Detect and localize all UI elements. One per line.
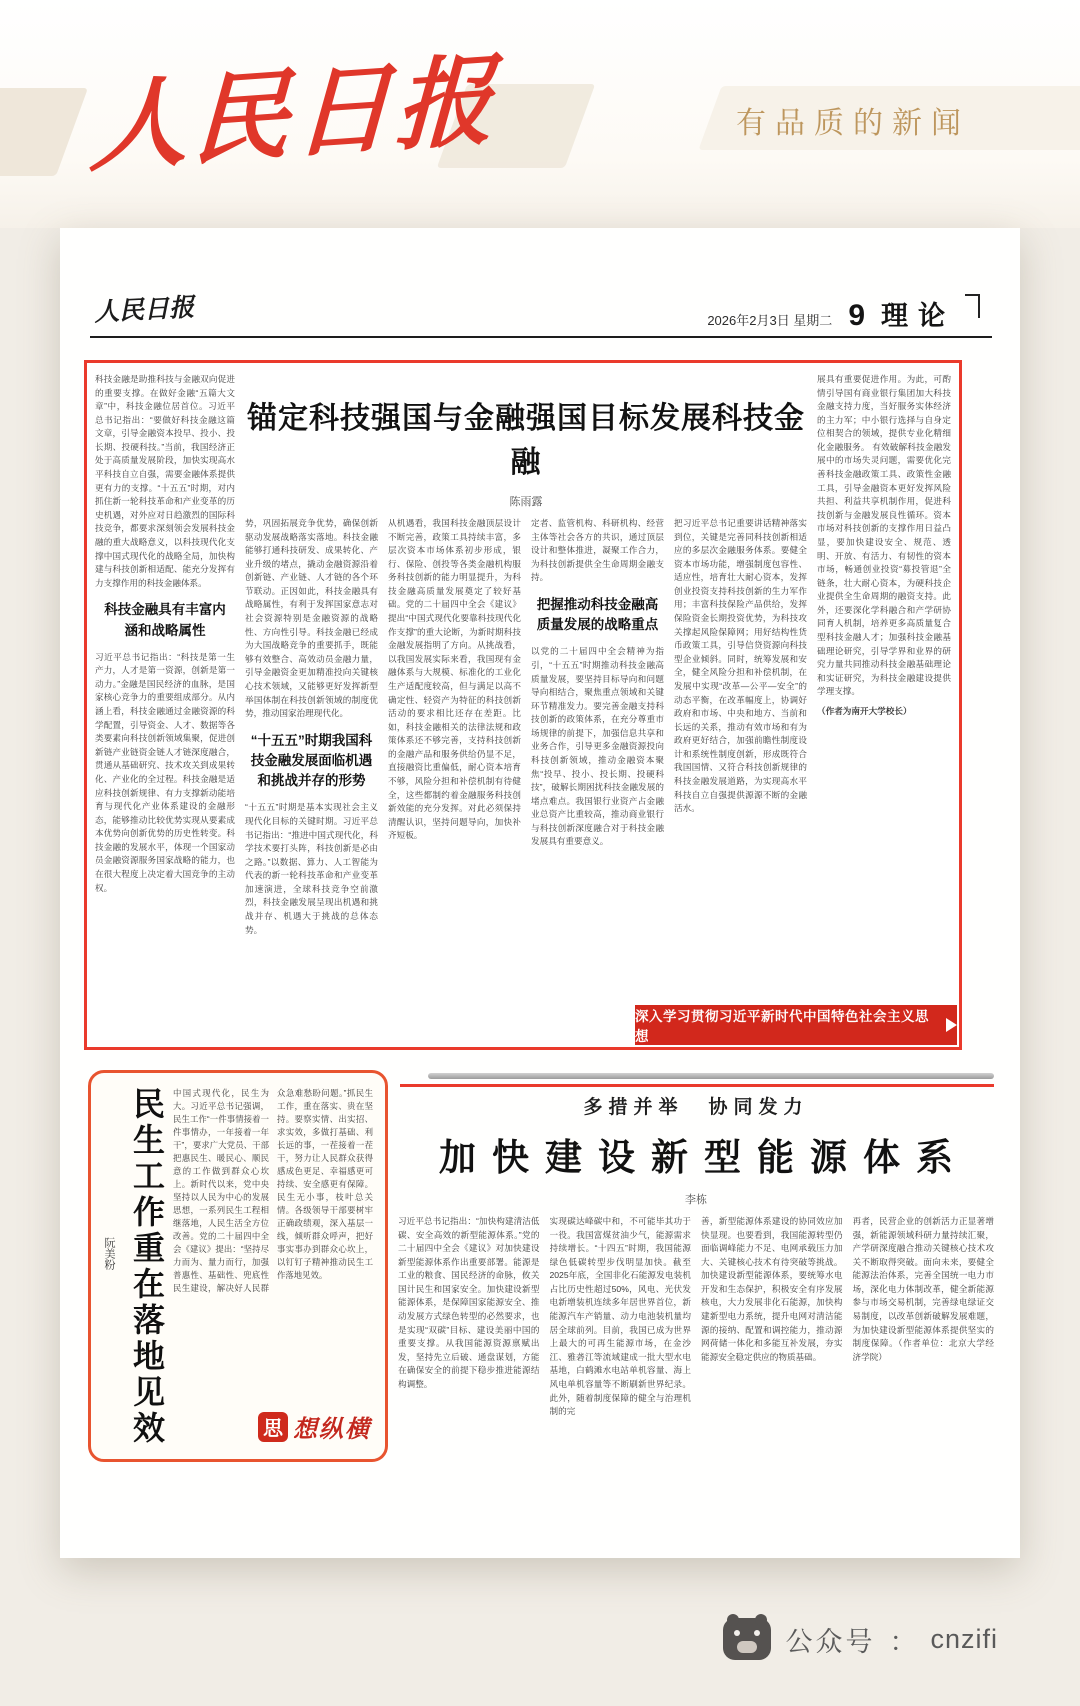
masthead-rule bbox=[90, 336, 992, 338]
banner-arrow-icon bbox=[946, 1018, 957, 1032]
main-article bbox=[84, 360, 962, 1050]
energy-byline: 李栋 bbox=[685, 1194, 707, 1206]
newspaper-page bbox=[60, 228, 1020, 1558]
column-text: 把习近平总书记重要讲话精神落实到位，关键是完善同科技创新相适应的多层次金融服务体系。要健全资本市场功能，增强制度包容性、适应性，培育壮大耐心资本，发挥创业投资支持科技创新的生力军作用；丰富科技保险产品供给，发挥保险资金长期投资优势，为科技攻关撑起风险保障网；用好结构性货币政策工具，引导信贷资源向科技型企业倾斜。同时，统筹发展和安全，健全风险分担和补偿机制，在发展中实现“改革—公平—安全”的动态平衡，在改革幅度上，协调好政府和市场、中央和地方、当前和长远的关系，推动有效市场和有为政府更好结合，加强前瞻性制度设计和系统性制度创新，形成既符合我国国情、又符合科技创新规律的科技金融发展道路，为实现高水平科技自立自强提供源源不断的金融活水。 bbox=[674, 518, 807, 814]
minsheng-title: 民生工作重在落地见效 bbox=[129, 1087, 165, 1447]
minsheng-article bbox=[88, 1070, 388, 1462]
header-deco-shape bbox=[0, 88, 88, 176]
main-subhead-2: “十五五”时期我国科技金融发展面临机遇和挑战并存的形势 bbox=[250, 732, 373, 789]
main-headline: 锚定科技强国与金融强国目标发展科技金融 bbox=[247, 402, 805, 479]
energy-article bbox=[398, 1092, 994, 1554]
main-article-column-3 bbox=[388, 517, 521, 1037]
main-article-column-5 bbox=[674, 517, 807, 1037]
main-subhead-3: 把握推动科技金融高质量发展的战略重点 bbox=[536, 596, 659, 633]
logo-seal: 思 bbox=[258, 1412, 288, 1442]
energy-column-3: 善，新型能源体系建设的协同效应加快显现。也要看到，我国能源转型仍面临调峰能力不足、电网承载压力加大、关键核心技术有待突破等挑战。加快建设新型能源体系，要统筹水电开发和生态保护，积极安全有序发展核电，大力发展非化石能源，加快构建新型电力系统，提升电网对清洁能源的接纳、配置和调控能力，推动源网荷储一体化和多能互补发展，夯实能源安全稳定供应的物质基础。 bbox=[701, 1216, 843, 1362]
column-text: 习近平总书记指出：“科技是第一生产力，人才是第一资源，创新是第一动力。”金融是国民经济的血脉，是国家核心竞争力的重要组成部分。从内涵上看，科技金融通过金融资源的科学配置，引导资金、人才、数据等各类要素向科技创新领域集聚，促进创新链产业链资金链人才链深度融合，贯通从基础研究、技术攻关到成果转化、产业化的全过程。科技金融是适应科技创新规律、有力支撑新动能培育与现代化产业体系建设的金融形态，能够推动比较优势实现从要素成本优势向创新优势的历史性转变。科技金融的发展水平，体现一个国家动员金融资源服务国家战略的能力，也在很大程度上决定着大国竞争的主动权。 bbox=[95, 651, 235, 893]
official-account-icon bbox=[723, 1618, 771, 1660]
column-text: 科技金融是助推科技与金融双向促进的重要支撑。在做好金融“五篇大文章”中，科技金融位居首位。习近平总书记指出：“要做好科技金融这篇文章，引导金融资本投早、投小、投长期、投硬科技。”当前，我国经济正处于高质量发展阶段，加快实现高水平科技自立自强，需要金融体系提供更有力的支撑。“十五五”时期，对内抓住新一轮科技革命和产业变革的历史机遇，对外应对日趋激烈的国际科技竞争，都要求深刻领会发展科技金融的重大战略意义，以科技现代化支撑中国式现代化的战略全局，加快构建与科技创新相适配、能充分发挥有力支撑作用的科技金融体系。 bbox=[95, 374, 235, 588]
column-text: 定者、监管机构、科研机构、经营主体等社会各方的共识，通过顶层设计和整体推进，凝聚工作合力，为科技创新提供全生命周期金融支持。 bbox=[531, 518, 664, 583]
main-article-columns bbox=[245, 517, 807, 1037]
main-article-column-2 bbox=[245, 517, 378, 1037]
energy-columns bbox=[398, 1215, 994, 1559]
masthead-meta bbox=[707, 294, 980, 333]
masthead-logo: 人民日报 bbox=[93, 292, 195, 327]
footer-label: 公众号 bbox=[785, 1626, 876, 1657]
column-text: 展具有重要促进作用。为此，可酌情引导国有商业银行集团加大科技金融支持力度，当好服务实体经济的主力军；中小银行选择与自身定位相契合的领域，提供专业化精细化金融服务。 bbox=[817, 374, 951, 452]
energy-kicker: 多措并举 协同发力 bbox=[583, 1097, 809, 1118]
column-text: 势，巩固拓展竞争优势，确保创新驱动发展战略落实落地。科技金融能够打通科技研发、成果转化、产业升级的堵点，撬动金融资源沿着创新链、产业链、人才链的各个环节联动。正因如此，科技金融具有战略属性，有利于发挥国家意志对社会资源特别是金融资源的战略性、方向性引导。科技金融已经成为大国战略竞争的重要抓手，既能够有效整合、高效动员金融力量，引导金融资金更加精准投向关键核心技术领域，又能够更好发挥新型举国体制在科技创新领域的制度优势，推动国家治理现代化。 bbox=[245, 518, 378, 719]
column-text: “十五五”时期是基本实现社会主义现代化目标的关键时期。习近平总书记指出：“推进中国式现代化，科学技术要打头阵，科技创新是必由之路。”以数据、算力、人工智能为代表的新一轮科技革命和产业变革加速演进，全球科技竞争空前激烈，科技金融发展呈现出机遇和挑战并存、机遇大于挑战的总体态势。 bbox=[245, 802, 378, 935]
main-article-column-6 bbox=[817, 373, 951, 1037]
main-attribution: （作者为南开大学校长） bbox=[817, 705, 912, 716]
sixiang-zongheng-logo bbox=[256, 1406, 373, 1447]
main-article-column-1 bbox=[95, 373, 235, 1037]
minsheng-byline: 阮美粉 bbox=[103, 1237, 115, 1270]
main-article-column-4 bbox=[531, 517, 664, 1037]
footer bbox=[0, 1618, 1080, 1660]
masthead-section: 理论 bbox=[881, 301, 955, 331]
brand-logo: 人民日报 bbox=[88, 42, 500, 187]
energy-column-4: 再者，民营企业的创新活力正显著增强，新能源领域科研力量持续汇聚，产学研深度融合推动关键核心技术攻关不断取得突破。面向未来，要健全能源法治体系，完善全国统一电力市场，深化电力体制改革，健全新能源参与市场交易机制，完善绿电绿证交易制度，以改革创新破解发展难题，为加快建设新型能源体系提供坚实的制度保障。（作者单位：北京大学经济学院） bbox=[852, 1216, 994, 1362]
main-byline: 陈雨露 bbox=[509, 496, 543, 508]
section-divider-red bbox=[400, 1084, 994, 1087]
energy-column-2: 实现碳达峰碳中和，不可能毕其功于一役。我国富煤贫油少气，能源需求持续增长。“十四五”时期，我国能源绿色低碳转型步伐明显加快。截至2025年底，全国非化石能源发电装机占比历史性超过50%，风电、光伏发电新增装机连续多年居世界首位，新能源汽车产销量、动力电池装机量均居全球前列。目前，我国已成为世界上最大的可再生能源市场，在金沙江、雅砻江等流域建成一批大型水电基地，白鹤滩水电站单机容量、海上风电单机容量等不断刷新世界纪录。此外，随着制度保障的健全与治理机制的完 bbox=[549, 1216, 691, 1417]
footer-separator: ： bbox=[889, 1626, 917, 1657]
column-text: 以党的二十届四中全会精神为指引，“十五五”时期推动科技金融高质量发展，要坚持目标导向和问题导向相结合，聚焦重点领域和关键环节精准发力。要完善金融支持科技创新的政策体系，在充分尊重市场规律的前提下，加强信息共享和业务合作，引导更多金融资源投向科技创新领域，推动金融资本聚焦“投早、投小、投长期、投硬科技”，破解长期困扰科技金融发展的堵点难点。我国银行业资产占金融业总资产比重较高，推动商业银行与科技创新深度融合对于科技金融发展具有重要意义。 bbox=[531, 646, 664, 847]
energy-headline: 加快建设新型能源体系 bbox=[439, 1137, 969, 1178]
column-text: 有效破解科技金融发展中的市场失灵问题，需要优化完善科技金融政策工具、政策性金融工具，引导金融资本更好发挥风险共担、利益共享机制作用，促进科技创新与金融发展良性循环。资本市场对科技创新的支撑作用日益凸显，要加快建设安全、规范、透明、开放、有活力、有韧性的资本市场，畅通创业投资“募投管退”全链条，壮大耐心资本，为硬科技企业提供全生命周期的融资支持。此外，还要深化学科融合和产学研协同育人机制，培养更多高质量复合型科技金融人才；加强科技金融基础理论研究，引导学界和业界的研究力量共同推动科技金融基础理论和实证研究，为科技金融建设提供学理支撑。 bbox=[817, 441, 951, 697]
logo-text: 想纵横 bbox=[293, 1416, 371, 1443]
masthead-date: 2026年2月3日 星期二 bbox=[707, 313, 833, 328]
footer-account-name: cnzifi bbox=[930, 1623, 998, 1654]
brand-tagline: 有品质的新闻 bbox=[736, 107, 970, 140]
theme-banner bbox=[635, 1005, 957, 1045]
energy-column-1: 习近平总书记指出：“加快构建清洁低碳、安全高效的新型能源体系。”党的二十届四中全会《建议》对加快建设新型能源体系作出重要部署。能源是工业的粮食、国民经济的命脉，攸关国计民生和国家安全。加快建设新型能源体系，是保障国家能源安全、推动发展方式绿色转型的必然要求，也是实现“双碳”目标、建设美丽中国的重要支撑。从我国能源资源禀赋出发，坚持先立后破、通盘谋划，方能在确保安全的前提下稳步推进能源结构调整。 bbox=[398, 1216, 540, 1389]
main-article-center bbox=[245, 373, 807, 1037]
theme-banner-text: 深入学习贯彻习近平新时代中国特色社会主义思想 bbox=[635, 1009, 929, 1044]
section-divider-gray bbox=[428, 1073, 994, 1079]
minsheng-body: 中国式现代化，民生为大。习近平总书记强调，民生工作“一件事情接着一件事情办，一年接着一年干”，要求广大党员、干部把惠民生、暖民心、顺民意的工作做到群众心坎上。新时代以来，党中央坚持以人民为中心的发展思想，一系列民生工程相继落地，人民生活全方位改善。党的二十届四中全会《建议》提出：“坚持尽力而为、量力而行，加强普惠性、基础性、兜底性民生建设，解决好人民群众急难愁盼问题。”抓民生工作，重在落实、贵在坚持。要察实情、出实招、求实效，多做打基础、利长远的事，一茬接着一茬干，努力让人民群众获得感成色更足、幸福感更可持续、安全感更有保障。民生无小事，枝叶总关情。各级领导干部要树牢正确政绩观，深入基层一线，倾听群众呼声，把好事实事办到群众心坎上，以钉钉子精神推动民生工作落地见效。 bbox=[173, 1088, 373, 1294]
column-text: 从机遇看，我国科技金融顶层设计不断完善，政策工具持续丰富，多层次资本市场体系初步形成，银行、保险、创投等各类金融机构服务科技创新的能力明显提升，为科技金融高质量发展奠定了较好基础。党的二十届四中全会《建议》提出“中国式现代化要靠科技现代化作支撑”的重大论断，为新时期科技金融发展指明了方向。从挑战看，以我国发展实际来看，我国现有金融体系与大规模、标准化的工业化生产适配度较高，但与满足以高不确定性、轻资产为特征的科技创新活动的要求相比还存在差距。比如，科技金融相关的法律法规和政策体系还不够完善，支持科技创新的金融产品和服务供给仍显不足，直接融资比重偏低，耐心资本培育不够，风险分担和补偿机制有待健全，这些都制约着金融服务科技创新效能的充分发挥。对此必须保持清醒认识，坚持问题导向，加快补齐短板。 bbox=[388, 518, 521, 841]
section-corner-mark bbox=[965, 294, 980, 318]
masthead-page-number: 9 bbox=[848, 299, 865, 332]
main-subhead-1: 科技金融具有丰富内涵和战略属性 bbox=[104, 602, 226, 638]
app-header bbox=[0, 0, 1080, 228]
